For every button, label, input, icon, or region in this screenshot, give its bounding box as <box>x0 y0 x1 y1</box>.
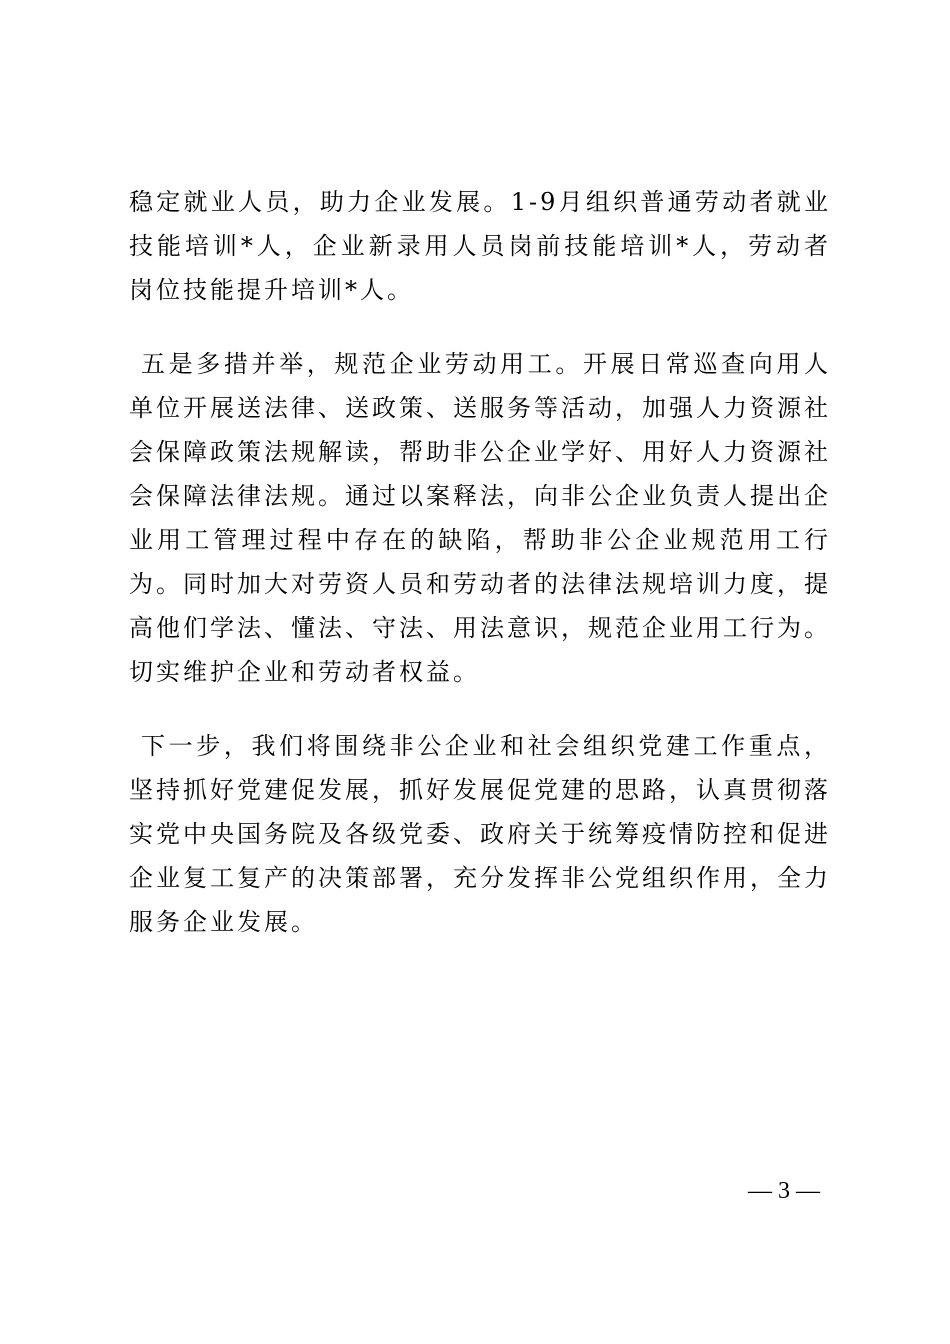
paragraph-employment-training: 稳定就业人员，助力企业发展。1-9月组织普通劳动者就业技能培训*人，企业新录用人员岗前技能培训*人，劳动者岗位技能提升培训*人。 <box>129 188 831 304</box>
body-text <box>129 180 831 944</box>
paragraph-next-steps: 下一步，我们将围绕非公企业和社会组织党建工作重点，坚持抓好党建促发展，抓好发展促党建的思路，认真贯彻落实党中央国务院及各级党委、政府关于统筹疫情防控和促进企业复工复产的决策部署，充分发挥非公党组织作用，全力服务企业发展。 <box>129 732 831 936</box>
paragraph-labor-regulation: 五是多措并举，规范企业劳动用工。开展日常巡查向用人单位开展送法律、送政策、送服务等活动，加强人力资源社会保障政策法规解读，帮助非公企业学好、用好人力资源社会保障法律法规。通过以案释法，向非公企业负责人提出企业用工管理过程中存在的缺陷，帮助非公企业规范用工行为。同时加大对劳资人员和劳动者的法律法规培训力度，提高他们学法、懂法、守法、用法意识，规范企业用工行为。切实维护企业和劳动者权益。 <box>129 350 831 686</box>
page-number: — 3 — <box>748 1178 820 1204</box>
